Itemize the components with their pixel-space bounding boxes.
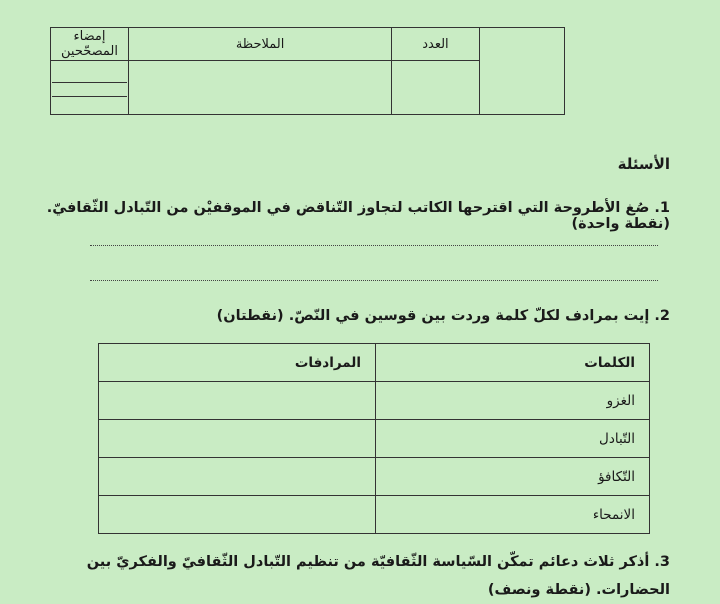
remark-cell[interactable] [129,61,392,115]
word-cell: التّبادل [376,420,650,458]
signature-line[interactable] [52,81,127,83]
question-3: 3. أذكر ثلاث دعائم تمكّن السّياسة الثّقافيّة من تنظيم التّبادل الثّقافيّ والفكريّ بين الحضارات. (نقطة ونصف) [86,554,670,598]
signature-line[interactable] [52,95,127,97]
word-cell: الانمحاء [376,496,650,534]
questions-heading: الأسئلة [617,155,670,173]
word-cell: التّكافؤ [376,458,650,496]
synonyms-table [98,343,650,534]
question-1: 1. صُغ الأطروحة التي اقترحها الكاتب لتجاوز التّناقض في الموقفيْن من التّبادل الثّقافيّ. (نقطة واحدة) [46,200,670,232]
grading-table [50,27,565,115]
synonyms-column-header: المرادفات [99,344,376,382]
count-cell[interactable] [392,61,480,115]
synonym-input-cell[interactable] [99,382,376,420]
question-2: 2. إيت بمرادف لكلّ كلمة وردت بين قوسين في النّصّ. (نقطتان) [216,308,670,324]
answer-line[interactable] [90,280,658,281]
synonym-input-cell[interactable] [99,496,376,534]
words-column-header: الكلمات [376,344,650,382]
count-header: العدد [392,28,480,61]
synonym-input-cell[interactable] [99,458,376,496]
word-cell: الغزو [376,382,650,420]
answer-line[interactable] [90,245,658,246]
synonym-input-cell[interactable] [99,420,376,458]
signatures-header: إمضاء المصحّحين [51,28,129,61]
signatures-cell[interactable] [51,61,129,115]
grading-blank-cell [479,28,564,115]
remark-header: الملاحظة [129,28,392,61]
